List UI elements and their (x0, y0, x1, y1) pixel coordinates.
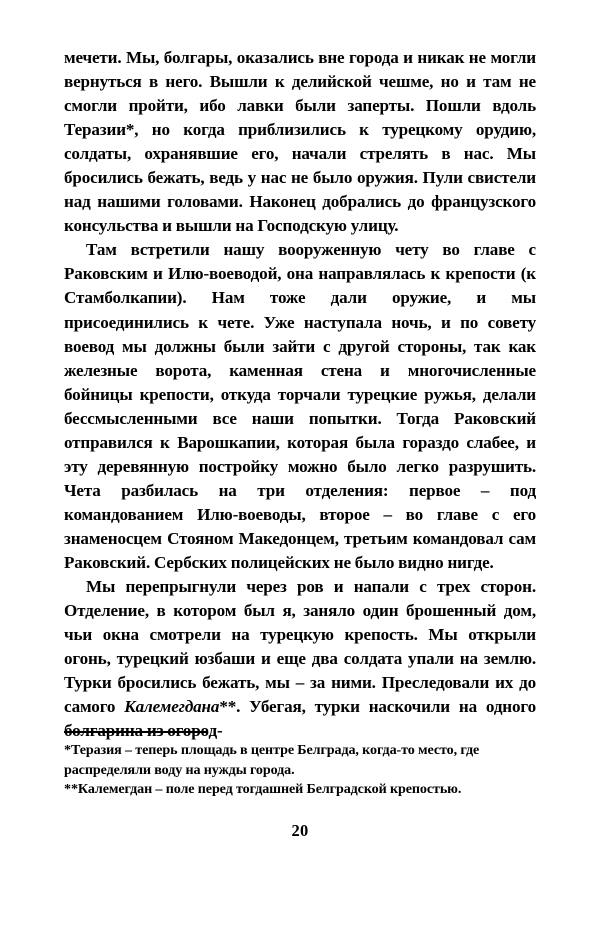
footnote-item: *Теразия – теперь площадь в центре Белграда, когда-то место, где распределяли воду на нужды города. (64, 742, 480, 778)
footnote-area (64, 731, 536, 800)
body-text-column (64, 46, 536, 743)
paragraph-text-prefix: Мы перепрыгнули через ров и напали с трех сторон. Отделение, в котором был я, заняло один брошенный дом, чьи окна смотрели на турецкую крепость. Мы открыли огонь, турецкий юзбаши и еще два солдата упали на землю. Турки бросились бежать, мы – за ними. Преследовали их до самого (64, 577, 536, 717)
footnote-separator-rule (64, 731, 207, 733)
body-paragraph: мечети. Мы, болгары, оказались вне города и никак не могли вернуться в него. Вышли к делийской чешме, но и там не смогли пройти, ибо лавки были заперты. Пошли вдоль Теразии*, но когда приблизились к турецкому орудию, солдаты, охранявшие его, начали стрелять в нас. Мы бросились бежать, ведь у нас не было оружия. Пули свистели над нашими головами. Наконец добрались до французского консульства и вышли на Господскую улицу. (64, 48, 536, 236)
italic-place-name: Калемегдана (124, 697, 220, 717)
paragraph-text-suffix: **. Убегая, турки наскочили на одного болгарина из огород- (64, 697, 536, 741)
body-paragraph: Там встретили нашу вооруженную чету во главе с Раковским и Илю-воеводой, она направлялась к крепости (к Стамболкапии). Нам тоже дали оружие, и мы присоединились к чете. Уже наступала ночь, и по совету воевод мы должны были зайти с другой стороны, так как железные ворота, каменная стена и многочисленные бойницы крепости, откуда торчали турецкие ружья, делали бессмысленными все наши попытки. Тогда Раковский отправился к Варошкапии, которая была гораздо слабее, и эту деревянную постройку можно было легко разрушить. Чета разбилась на три отделения: первое – под командованием Илю-воеводы, второе – во главе с его знаменосцем Стояном Македонцем, третьим командовал сам Раковский. Сербских полицейских не было видно нигде. (64, 240, 536, 572)
body-paragraph (64, 575, 536, 743)
page-number: 20 (291, 821, 309, 840)
footnote-item: **Калемегдан – поле перед тогдашней Белградской крепостью. (64, 781, 462, 798)
